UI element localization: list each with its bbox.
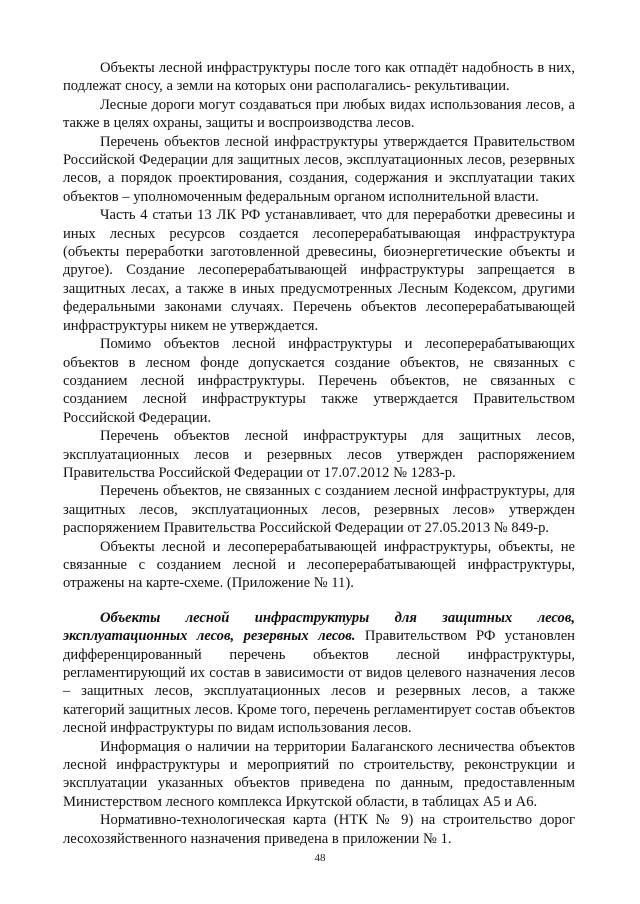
page-body [63,59,575,848]
paragraph: Перечень объектов, не связанных с созданием лесной инфраструктуры, для защитных лесов, эксплуатационных лесов, резервных лесов» утвержден распоряжением Правительства Российской Федерации от 27.05.2013 № 849-р. [63,483,575,537]
section-paragraph [63,609,575,738]
paragraph: Информация о наличии на территории Балаганского лесничества объектов лесной инфраструктуры и мероприятий по строительству, реконструкции и эксплуатации указанных объектов приведена по данным, предоставленным Министерством лесного комплекса Иркутской области, в таблицах А5 и А6. [63,738,575,810]
section-heading-tail: Правительством РФ установлен дифференцированный перечень объектов лесной инфраструктуры, регламентирующий их состав в зависимости от видов целевого назначения лесов – защитных лесов, эксплуатационных лесов и резервных лесов, а также категорий защитных лесов. Кроме того, перечень регламентирует состав объектов лесной инфраструктуры по видам использования лесов. [63,628,575,737]
paragraph: Помимо объектов лесной инфраструктуры и лесоперерабатывающих объектов в лесном фонде допускается создание объектов, не связанных с созданием лесной инфраструктуры. Перечень объектов, не связанных с созданием лесной инфраструктуры также утверждается Правительством Российской Федерации. [63,336,575,426]
section-heading: Объекты лесной инфраструктуры для защитных лесов, эксплуатационных лесов, резервных лесов. [63,609,575,645]
paragraph: Объекты лесной инфраструктуры после того как отпадёт надобность в них, подлежат сносу, а земли на которых они располагались- рекультивации. [63,60,575,95]
paragraph: Перечень объектов лесной инфраструктуры утверждается Правительством Российской Федерации для защитных лесов, эксплуатационных лесов, резервных лесов, а порядок проектирования, создания, содержания и эксплуатации таких объектов – уполномоченным федеральным органом исполнительной власти. [63,133,575,205]
paragraph: Лесные дороги могут создаваться при любых видах использования лесов, а также в целях охраны, защиты и воспроизводства лесов. [63,96,575,132]
paragraph: Объекты лесной и лесоперерабатывающей инфраструктуры, объекты, не связанные с созданием лесной и лесоперерабатывающей инфраструктуры, отражены на карте-схеме. (Приложение № 11). [63,538,575,592]
page-number: 48 [314,852,326,864]
section-spacer [63,593,575,609]
paragraph: Перечень объектов лесной инфраструктуры для защитных лесов, эксплуатационных лесов и резервных лесов утвержден распоряжением Правительства Российской Федерации от 17.07.2012 № 1283-р. [63,428,575,481]
paragraph: Часть 4 статьи 13 ЛК РФ устанавливает, что для переработки древесины и иных лесных ресурсов создается лесоперерабатывающая инфраструктура (объекты переработки заготовленной древесины, биоэнергетические объекты и другое). Создание лесоперерабатывающей инфраструктуры запрещается в защитных лесах, а также в иных предусмотренных Лесным Кодексом, другими федеральными законами случаях. Перечень объектов лесоперерабатывающей инфраструктуры никем не утверждается. [63,207,575,334]
paragraph: Нормативно-технологическая карта (НТК № 9) на строительство дорог лесохозяйственного назначения приведена в приложении № 1. [63,812,575,847]
